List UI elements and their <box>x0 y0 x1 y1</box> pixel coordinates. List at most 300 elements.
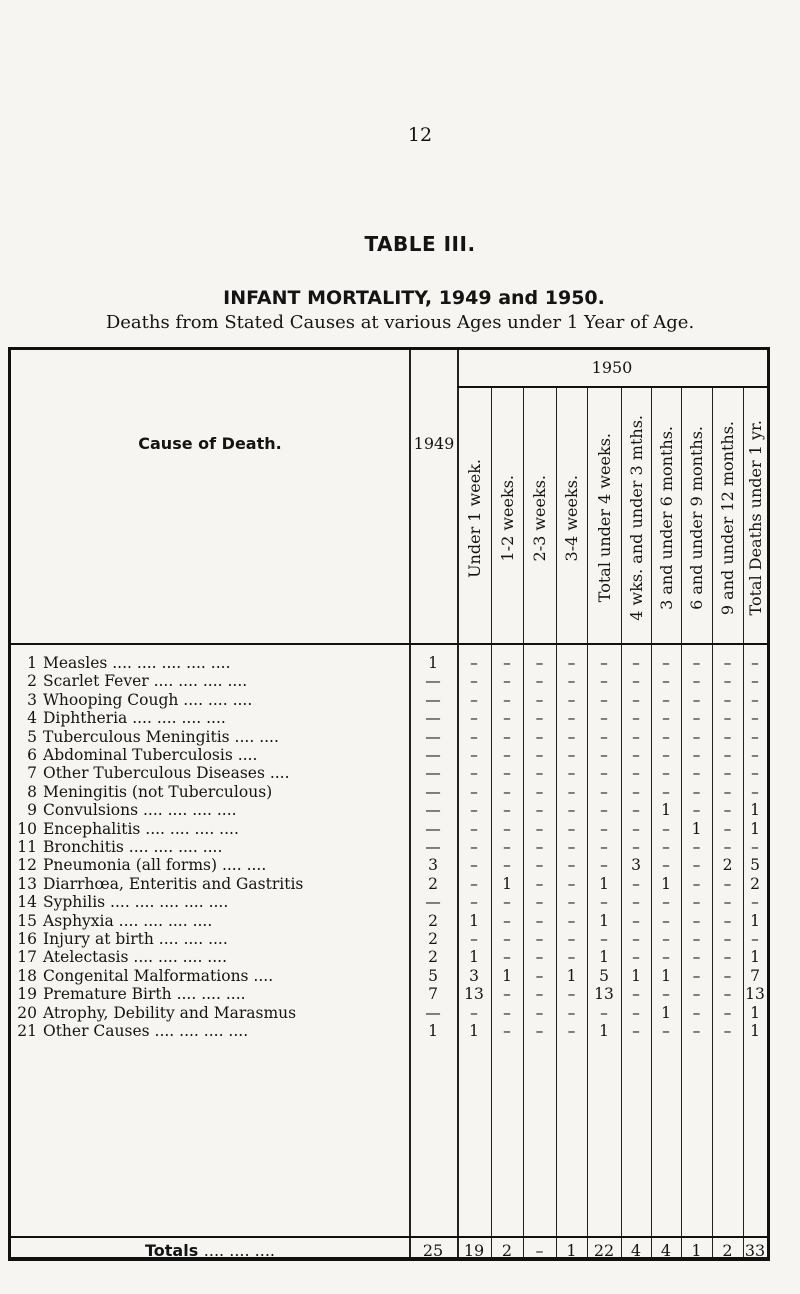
table-cell: – <box>470 709 478 728</box>
table-cell: – <box>470 930 478 948</box>
row-number: 11 <box>17 838 37 856</box>
table-cell: 1 <box>750 911 760 930</box>
table-cell: – <box>662 948 670 967</box>
table-cell: – <box>723 985 732 1004</box>
table-cell: – <box>632 1003 640 1022</box>
table-rule <box>457 386 767 388</box>
table-cell: – <box>723 709 732 728</box>
age-column-header <box>743 388 767 648</box>
table-cell: – <box>470 1003 478 1022</box>
total-1949: 25 <box>422 1241 444 1260</box>
age-column-header-text: 9 and under 12 months. <box>718 420 737 616</box>
table-cell: 1 <box>599 948 609 967</box>
table-cell: 13 <box>594 985 614 1004</box>
table-cell: – <box>600 690 608 709</box>
table-row <box>11 728 767 747</box>
table-cell: – <box>751 930 759 948</box>
table-cell: – <box>470 874 478 893</box>
table-cell: – <box>535 727 544 746</box>
row-number: 15 <box>17 911 37 930</box>
table-cell: – <box>723 746 732 764</box>
cause-label: Scarlet Fever .... .... .... .... <box>43 672 248 691</box>
table-row <box>11 654 767 673</box>
age-column-header-text: Under 1 week. <box>464 458 484 578</box>
table-row <box>11 783 767 802</box>
table-cell: – <box>600 930 608 948</box>
cause-of-death-header: Cause of Death. <box>138 434 282 453</box>
table-row <box>11 746 767 765</box>
table-cell: – <box>600 893 608 912</box>
total-cell: 4 <box>630 1241 642 1260</box>
table-cell: – <box>567 874 576 893</box>
table-cell: – <box>632 690 640 709</box>
table-cell: – <box>503 709 511 728</box>
table-cell: – <box>723 764 732 783</box>
table-cell: – <box>632 782 640 801</box>
table-row <box>11 764 767 783</box>
row-number: 9 <box>27 801 37 820</box>
cell-1949: — <box>425 727 441 746</box>
table-cell: – <box>470 893 478 912</box>
table-cell: – <box>723 1022 732 1040</box>
table-cell: – <box>535 1022 544 1040</box>
table-cell: – <box>692 838 701 856</box>
totals-label-text: Totals <box>144 1241 199 1260</box>
table-cell: – <box>535 746 544 764</box>
table-cell: – <box>692 782 701 801</box>
row-number: 19 <box>17 985 37 1004</box>
table-cell: – <box>662 985 670 1004</box>
total-cell: 22 <box>593 1241 615 1260</box>
table-cell: – <box>692 856 701 875</box>
cell-1949: 1 <box>428 1022 438 1040</box>
table-cell: – <box>723 819 732 838</box>
cause-label: Meningitis (not Tuberculous) <box>43 782 273 801</box>
table-row <box>11 985 767 1004</box>
table-cell: – <box>567 1003 576 1022</box>
table-cell: – <box>662 746 670 764</box>
table-cell: – <box>503 672 511 691</box>
row-number: 13 <box>17 874 37 893</box>
cause-label: Diphtheria .... .... .... .... <box>43 709 226 728</box>
table-cell: – <box>723 948 732 967</box>
table-cell: – <box>632 874 640 893</box>
table-cell: 1 <box>502 874 512 893</box>
table-cell: – <box>692 985 701 1004</box>
table-cell: – <box>503 801 511 820</box>
table-cell: – <box>751 746 759 764</box>
table-cell: – <box>503 746 511 764</box>
table-cell: – <box>503 654 511 672</box>
table-cell: – <box>632 746 640 764</box>
table-cell: – <box>723 893 732 912</box>
cell-1949: — <box>425 690 441 709</box>
cell-1949: — <box>425 746 441 764</box>
table-cell: 2 <box>722 856 733 875</box>
table-cell: 13 <box>745 985 765 1004</box>
row-number: 17 <box>17 948 37 967</box>
table-row <box>11 948 767 967</box>
table-cell: 1 <box>661 801 671 820</box>
age-column-header <box>457 388 491 648</box>
table-cell: – <box>503 1003 511 1022</box>
table-cell: – <box>470 746 478 764</box>
cell-1949: — <box>425 893 441 912</box>
table-cell: 1 <box>661 966 671 985</box>
table-cell: – <box>567 948 576 967</box>
age-column-header-text: 1-2 weeks. <box>497 474 517 562</box>
table-cell: 1 <box>502 966 512 985</box>
table-cell: – <box>503 856 511 875</box>
age-column-header-text: 3 and under 6 months. <box>656 426 676 610</box>
table-cell: – <box>692 893 701 912</box>
table-cell: – <box>723 672 732 691</box>
table-cell: – <box>535 948 544 967</box>
table-cell: – <box>470 764 478 783</box>
table-cell: – <box>567 727 576 746</box>
age-column-header <box>651 388 681 648</box>
table-cell: – <box>632 911 640 930</box>
table-cell: – <box>470 819 478 838</box>
table-cell: – <box>535 930 544 948</box>
table-cell: – <box>567 930 576 948</box>
table-cell: – <box>632 764 640 783</box>
table-cell: – <box>632 672 640 691</box>
cause-label: Measles .... .... .... .... .... <box>43 654 231 672</box>
table-cell: – <box>503 893 511 912</box>
cell-1949: — <box>425 709 441 728</box>
table-cell: – <box>535 654 544 672</box>
table-cell: – <box>723 782 732 801</box>
age-column-header-text: Total Deaths under 1 yr. <box>745 420 765 616</box>
cell-1949: — <box>425 764 441 783</box>
table-cell: 1 <box>599 911 609 930</box>
table-cell: – <box>535 709 544 728</box>
table-cell: 7 <box>750 966 760 985</box>
table-cell: – <box>632 709 640 728</box>
table-cell: – <box>632 985 640 1004</box>
table-cell: – <box>692 966 701 985</box>
cell-1949: 2 <box>428 930 438 948</box>
table-cell: – <box>662 911 670 930</box>
table-cell: – <box>632 1022 640 1040</box>
table-cell: – <box>567 893 576 912</box>
row-number: 2 <box>27 672 37 691</box>
table-cell: 1 <box>750 1022 760 1040</box>
table-cell: – <box>503 819 511 838</box>
table-title: TABLE III. <box>364 232 476 256</box>
table-cell: – <box>567 801 576 820</box>
total-cell: 33 <box>744 1241 766 1260</box>
table-row <box>11 930 767 949</box>
table-cell: – <box>662 838 670 856</box>
totals-dots: .... .... .... <box>203 1241 275 1260</box>
total-cell: 4 <box>660 1241 672 1260</box>
table-cell: 1 <box>750 801 760 820</box>
table-cell: – <box>600 764 608 783</box>
table-cell: – <box>692 801 701 820</box>
table-cell: – <box>567 709 576 728</box>
table-cell: 13 <box>464 985 484 1004</box>
table-cell: – <box>692 874 701 893</box>
table-cell: – <box>503 985 511 1004</box>
table-cell: – <box>470 654 478 672</box>
table-cell: – <box>723 911 732 930</box>
age-column-header-text: 2-3 weeks. <box>530 474 549 562</box>
table-cell: – <box>600 672 608 691</box>
row-number: 8 <box>27 782 37 801</box>
table-cell: – <box>662 764 670 783</box>
table-cell: – <box>535 966 544 985</box>
cell-1949: — <box>425 782 441 801</box>
cause-label: Premature Birth .... .... .... <box>43 985 246 1004</box>
cause-label: Abdominal Tuberculosis .... <box>43 746 258 764</box>
table-row <box>11 801 767 820</box>
row-number: 4 <box>27 709 37 728</box>
table-cell: – <box>470 838 478 856</box>
cause-label: Convulsions .... .... .... .... <box>43 801 237 820</box>
cell-1949: — <box>425 1003 441 1022</box>
table-cell: – <box>662 654 670 672</box>
table-cell: – <box>723 1003 732 1022</box>
table-cell: – <box>751 893 759 912</box>
table-cell: – <box>535 801 544 820</box>
table-cell: 1 <box>750 1003 760 1022</box>
table-cell: – <box>600 654 608 672</box>
table-cell: – <box>632 838 640 856</box>
table-cell: 1 <box>599 874 609 893</box>
cause-label: Diarrhœa, Enteritis and Gastritis <box>43 874 304 893</box>
table-cell: – <box>567 856 576 875</box>
table-row <box>11 967 767 986</box>
table-cell: – <box>751 838 759 856</box>
row-number: 16 <box>17 930 37 948</box>
table-cell: – <box>503 838 511 856</box>
table-cell: – <box>723 801 732 820</box>
age-column-header-text: 3-4 weeks. <box>562 474 581 562</box>
total-cell: 1 <box>691 1241 702 1260</box>
cell-1949: 3 <box>428 856 438 875</box>
table-cell: – <box>503 948 511 967</box>
cause-label: Encephalitis .... .... .... .... <box>43 819 239 838</box>
table-cell: 1 <box>469 911 479 930</box>
table-cell: – <box>692 1022 701 1040</box>
table-cell: 1 <box>750 948 760 967</box>
totals-label <box>11 1241 409 1260</box>
age-column-header-text: 4 wks. and under 3 mths. <box>626 415 646 621</box>
table-cell: – <box>535 782 544 801</box>
table-cell: – <box>751 782 759 801</box>
table-cell: – <box>751 654 759 672</box>
table-cell: 3 <box>469 966 479 985</box>
table-cell: – <box>535 819 544 838</box>
table-cell: – <box>600 782 608 801</box>
table-cell: 1 <box>469 948 479 967</box>
total-cell: 2 <box>501 1241 513 1260</box>
table-cell: – <box>470 856 478 875</box>
table-cell: – <box>470 727 478 746</box>
table-cell: – <box>662 930 670 948</box>
table-cell: – <box>632 893 640 912</box>
table-cell: – <box>692 654 701 672</box>
row-number: 7 <box>27 764 37 783</box>
table-cell: – <box>600 838 608 856</box>
cause-label: Pneumonia (all forms) .... .... <box>43 856 267 875</box>
table-cell: 1 <box>750 819 760 838</box>
table-cell: – <box>567 838 576 856</box>
age-column-header <box>523 388 556 648</box>
table-cell: – <box>600 727 608 746</box>
age-column-header <box>712 388 743 648</box>
row-number: 21 <box>17 1022 37 1040</box>
table-cell: – <box>692 911 701 930</box>
table-cell: – <box>600 856 608 875</box>
table-cell: – <box>723 930 732 948</box>
table-cell: 1 <box>599 1022 609 1040</box>
table-cell: – <box>503 1022 511 1040</box>
table-cell: – <box>600 746 608 764</box>
table-cell: – <box>692 1003 701 1022</box>
total-cell: 2 <box>722 1241 733 1260</box>
age-column-header <box>556 388 587 648</box>
total-cell: 1 <box>566 1241 577 1260</box>
table-cell: – <box>662 819 670 838</box>
table-row <box>11 875 767 894</box>
table-cell: – <box>567 985 576 1004</box>
table-row <box>11 856 767 875</box>
table-cell: – <box>600 819 608 838</box>
table-cell: – <box>632 801 640 820</box>
table-cell: – <box>662 1022 670 1040</box>
cell-1949: 7 <box>428 985 438 1004</box>
cause-label: Tuberculous Meningitis .... .... <box>43 727 279 746</box>
table-cell: 5 <box>750 856 760 875</box>
table-cell: – <box>535 1003 544 1022</box>
row-number: 1 <box>27 654 37 672</box>
cell-1949: 1 <box>428 654 438 672</box>
table-cell: – <box>692 746 701 764</box>
table-cell: – <box>751 672 759 691</box>
table-cell: – <box>692 948 701 967</box>
table-cell: – <box>600 1003 608 1022</box>
row-number: 5 <box>27 727 37 746</box>
table-cell: – <box>751 709 759 728</box>
cell-1949: 2 <box>428 911 438 930</box>
cause-label: Bronchitis .... .... .... .... <box>43 838 223 856</box>
table-row <box>11 912 767 931</box>
row-number: 6 <box>27 746 37 764</box>
table-row <box>11 691 767 710</box>
table-cell: – <box>470 690 478 709</box>
row-number: 12 <box>17 856 37 875</box>
table-cell: – <box>567 1022 576 1040</box>
table-cell: 1 <box>691 819 702 838</box>
table-cell: 1 <box>661 1003 671 1022</box>
cause-label: Injury at birth .... .... .... <box>43 930 228 948</box>
table-cell: – <box>567 911 576 930</box>
table-cell: – <box>503 764 511 783</box>
table-cell: – <box>535 672 544 691</box>
total-cell: 19 <box>463 1241 485 1260</box>
table-cell: – <box>723 690 732 709</box>
table-cell: – <box>567 746 576 764</box>
table-cell: – <box>692 690 701 709</box>
cause-label: Other Causes .... .... .... .... <box>43 1022 249 1040</box>
row-number: 10 <box>17 819 37 838</box>
age-column-header <box>587 388 621 648</box>
table-cell: – <box>535 893 544 912</box>
table-cell: – <box>470 672 478 691</box>
table-cell: – <box>692 672 701 691</box>
table-cell: – <box>503 930 511 948</box>
table-row <box>11 838 767 857</box>
table-row <box>11 1022 767 1041</box>
table-cell: – <box>692 930 701 948</box>
table-rule <box>11 1236 767 1238</box>
table-cell: – <box>751 727 759 746</box>
year-1949-header: 1949 <box>413 434 455 453</box>
table-cell: – <box>662 709 670 728</box>
table-cell: – <box>600 801 608 820</box>
table-cell: – <box>662 690 670 709</box>
year-1950-header: 1950 <box>591 358 633 377</box>
table-cell: – <box>632 727 640 746</box>
cell-1949: — <box>425 838 441 856</box>
cell-1949: 2 <box>428 874 438 893</box>
table-cell: – <box>535 985 544 1004</box>
row-number: 18 <box>17 966 37 985</box>
cause-label: Congenital Malformations .... <box>43 966 274 985</box>
table-cell: – <box>567 764 576 783</box>
table-cell: – <box>470 801 478 820</box>
cause-label: Atelectasis .... .... .... .... <box>43 948 228 967</box>
age-column-header <box>681 388 712 648</box>
table-cell: – <box>632 819 640 838</box>
table-cell: – <box>567 782 576 801</box>
table-cell: – <box>632 948 640 967</box>
table-cell: – <box>751 764 759 783</box>
table-caption: Deaths from Stated Causes at various Ages under 1 Year of Age. <box>105 312 695 333</box>
table-cell: – <box>535 856 544 875</box>
table-cell: 1 <box>469 1022 479 1040</box>
cell-1949: 5 <box>428 966 438 985</box>
table-cell: – <box>723 654 732 672</box>
table-cell: – <box>692 727 701 746</box>
table-row <box>11 1004 767 1023</box>
age-column-header <box>491 388 523 648</box>
table-cell: 1 <box>661 874 671 893</box>
table-cell: – <box>503 911 511 930</box>
cell-1949: — <box>425 801 441 820</box>
table-cell: – <box>535 764 544 783</box>
cause-label: Atrophy, Debility and Marasmus <box>43 1003 297 1022</box>
table-cell: – <box>723 966 732 985</box>
table-row <box>11 820 767 839</box>
table-cell: – <box>503 727 511 746</box>
table-cell: – <box>662 727 670 746</box>
cell-1949: — <box>425 672 441 691</box>
table-cell: – <box>503 782 511 801</box>
table-cell: – <box>662 893 670 912</box>
total-cell: – <box>535 1241 544 1260</box>
table-cell: – <box>723 838 732 856</box>
table-cell: – <box>662 782 670 801</box>
table-row <box>11 672 767 691</box>
table-cell: – <box>662 856 670 875</box>
table-cell: – <box>723 727 732 746</box>
table-cell: – <box>535 874 544 893</box>
table-cell: 5 <box>599 966 609 985</box>
